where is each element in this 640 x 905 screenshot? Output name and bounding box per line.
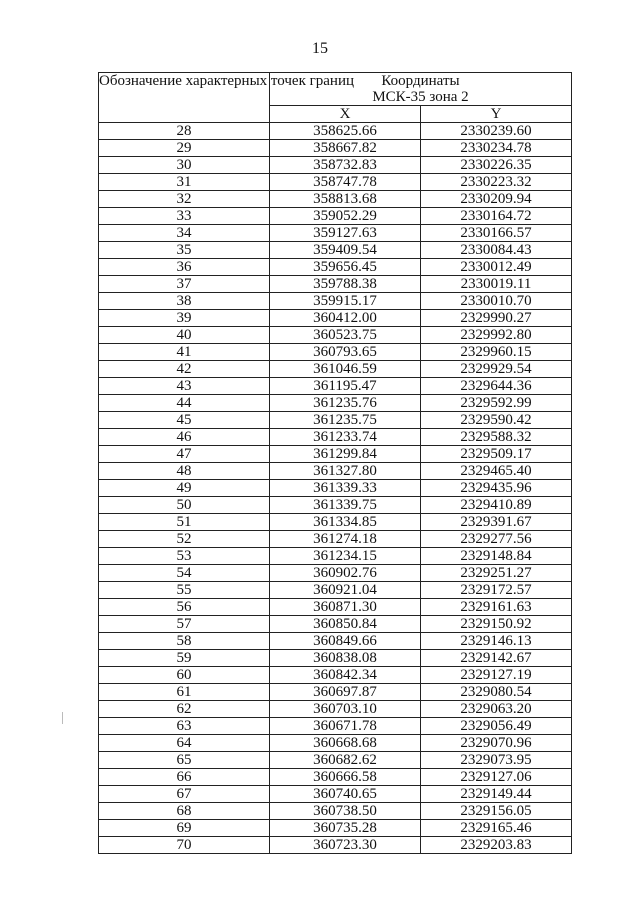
y-coordinate-cell: 2329127.19 [421, 667, 572, 684]
table-body [99, 123, 572, 854]
y-coordinate-cell: 2329410.89 [421, 497, 572, 514]
table-row [99, 123, 572, 140]
y-coordinate-cell: 2330164.72 [421, 208, 572, 225]
x-coordinate-cell: 359788.38 [270, 276, 421, 293]
header-coordinates-title: Координаты [381, 73, 460, 89]
point-number-cell: 40 [99, 327, 270, 344]
x-coordinate-cell: 360740.65 [270, 786, 421, 803]
table-row [99, 752, 572, 769]
y-coordinate-cell: 2330019.11 [421, 276, 572, 293]
table-row [99, 769, 572, 786]
y-coordinate-cell: 2330166.57 [421, 225, 572, 242]
table-row [99, 837, 572, 854]
coordinates-table [98, 72, 572, 854]
x-coordinate-cell: 359656.45 [270, 259, 421, 276]
table-row [99, 650, 572, 667]
x-coordinate-cell: 360682.62 [270, 752, 421, 769]
x-coordinate-cell: 360838.08 [270, 650, 421, 667]
point-number-cell: 34 [99, 225, 270, 242]
table-row [99, 140, 572, 157]
x-coordinate-cell: 361235.75 [270, 412, 421, 429]
table-row [99, 667, 572, 684]
table-row [99, 361, 572, 378]
x-coordinate-cell: 361327.80 [270, 463, 421, 480]
point-number-cell: 41 [99, 344, 270, 361]
y-coordinate-cell: 2329148.84 [421, 548, 572, 565]
y-coordinate-cell: 2330209.94 [421, 191, 572, 208]
y-coordinate-cell: 2329146.13 [421, 633, 572, 650]
x-coordinate-cell: 360666.58 [270, 769, 421, 786]
table-row [99, 701, 572, 718]
y-coordinate-cell: 2329080.54 [421, 684, 572, 701]
table-row [99, 293, 572, 310]
point-number-cell: 44 [99, 395, 270, 412]
x-coordinate-cell: 358813.68 [270, 191, 421, 208]
x-coordinate-cell: 360738.50 [270, 803, 421, 820]
page-number: 15 [312, 40, 328, 57]
y-coordinate-cell: 2329156.05 [421, 803, 572, 820]
x-coordinate-cell: 360902.76 [270, 565, 421, 582]
y-coordinate-cell: 2329165.46 [421, 820, 572, 837]
y-coordinate-cell: 2329063.20 [421, 701, 572, 718]
y-coordinate-cell: 2329590.42 [421, 412, 572, 429]
x-coordinate-cell: 358667.82 [270, 140, 421, 157]
x-coordinate-cell: 361274.18 [270, 531, 421, 548]
point-number-cell: 50 [99, 497, 270, 514]
point-number-cell: 63 [99, 718, 270, 735]
table-row [99, 344, 572, 361]
header-x: X [270, 106, 421, 123]
y-coordinate-cell: 2329990.27 [421, 310, 572, 327]
point-number-cell: 56 [99, 599, 270, 616]
point-number-cell: 70 [99, 837, 270, 854]
header-coordinate-system: МСК-35 зона 2 [372, 89, 469, 105]
table-row [99, 310, 572, 327]
x-coordinate-cell: 361339.75 [270, 497, 421, 514]
point-number-cell: 58 [99, 633, 270, 650]
table-row [99, 412, 572, 429]
point-number-cell: 45 [99, 412, 270, 429]
point-number-cell: 48 [99, 463, 270, 480]
point-number-cell: 68 [99, 803, 270, 820]
y-coordinate-cell: 2329644.36 [421, 378, 572, 395]
y-coordinate-cell: 2329203.83 [421, 837, 572, 854]
x-coordinate-cell: 361046.59 [270, 361, 421, 378]
point-number-cell: 54 [99, 565, 270, 582]
point-number-cell: 38 [99, 293, 270, 310]
point-number-cell: 43 [99, 378, 270, 395]
point-number-cell: 29 [99, 140, 270, 157]
x-coordinate-cell: 360703.10 [270, 701, 421, 718]
point-number-cell: 39 [99, 310, 270, 327]
y-coordinate-cell: 2329592.99 [421, 395, 572, 412]
y-coordinate-cell: 2329142.67 [421, 650, 572, 667]
table-row [99, 684, 572, 701]
x-coordinate-cell: 358732.83 [270, 157, 421, 174]
table-row [99, 497, 572, 514]
point-number-cell: 35 [99, 242, 270, 259]
point-number-cell: 32 [99, 191, 270, 208]
y-coordinate-cell: 2329150.92 [421, 616, 572, 633]
y-coordinate-cell: 2329992.80 [421, 327, 572, 344]
table-row [99, 803, 572, 820]
x-coordinate-cell: 360850.84 [270, 616, 421, 633]
table-row [99, 548, 572, 565]
table-row [99, 191, 572, 208]
table-row [99, 718, 572, 735]
y-coordinate-cell: 2329127.06 [421, 769, 572, 786]
table-row [99, 599, 572, 616]
point-number-cell: 51 [99, 514, 270, 531]
table-row [99, 820, 572, 837]
x-coordinate-cell: 361195.47 [270, 378, 421, 395]
x-coordinate-cell: 359052.29 [270, 208, 421, 225]
point-number-cell: 49 [99, 480, 270, 497]
x-coordinate-cell: 360735.28 [270, 820, 421, 837]
x-coordinate-cell: 358747.78 [270, 174, 421, 191]
table-row [99, 446, 572, 463]
point-number-cell: 30 [99, 157, 270, 174]
table-row [99, 480, 572, 497]
table-row [99, 633, 572, 650]
point-number-cell: 33 [99, 208, 270, 225]
table-row [99, 208, 572, 225]
point-number-cell: 46 [99, 429, 270, 446]
table-row [99, 565, 572, 582]
y-coordinate-cell: 2330084.43 [421, 242, 572, 259]
x-coordinate-cell: 360523.75 [270, 327, 421, 344]
y-coordinate-cell: 2329588.32 [421, 429, 572, 446]
point-number-cell: 55 [99, 582, 270, 599]
table-row [99, 225, 572, 242]
y-coordinate-cell: 2329509.17 [421, 446, 572, 463]
point-number-cell: 64 [99, 735, 270, 752]
point-number-cell: 53 [99, 548, 270, 565]
y-coordinate-cell: 2329391.67 [421, 514, 572, 531]
x-coordinate-cell: 361233.74 [270, 429, 421, 446]
table-row [99, 735, 572, 752]
scan-mark [62, 712, 63, 724]
point-number-cell: 28 [99, 123, 270, 140]
y-coordinate-cell: 2329161.63 [421, 599, 572, 616]
y-coordinate-cell: 2330012.49 [421, 259, 572, 276]
table-row [99, 157, 572, 174]
table-row [99, 395, 572, 412]
x-coordinate-cell: 360697.87 [270, 684, 421, 701]
x-coordinate-cell: 361235.76 [270, 395, 421, 412]
y-coordinate-cell: 2330223.32 [421, 174, 572, 191]
point-number-cell: 31 [99, 174, 270, 191]
header-points: Обозначение характерных точек границ [99, 73, 270, 123]
x-coordinate-cell: 360849.66 [270, 633, 421, 650]
table-row [99, 276, 572, 293]
x-coordinate-cell: 360793.65 [270, 344, 421, 361]
point-number-cell: 52 [99, 531, 270, 548]
y-coordinate-cell: 2329929.54 [421, 361, 572, 378]
table-row [99, 463, 572, 480]
x-coordinate-cell: 360842.34 [270, 667, 421, 684]
y-coordinate-cell: 2330010.70 [421, 293, 572, 310]
x-coordinate-cell: 359915.17 [270, 293, 421, 310]
y-coordinate-cell: 2329172.57 [421, 582, 572, 599]
point-number-cell: 60 [99, 667, 270, 684]
point-number-cell: 69 [99, 820, 270, 837]
y-coordinate-cell: 2329960.15 [421, 344, 572, 361]
y-coordinate-cell: 2329251.27 [421, 565, 572, 582]
x-coordinate-cell: 361339.33 [270, 480, 421, 497]
point-number-cell: 36 [99, 259, 270, 276]
table-row [99, 616, 572, 633]
table-row [99, 514, 572, 531]
x-coordinate-cell: 360412.00 [270, 310, 421, 327]
x-coordinate-cell: 360668.68 [270, 735, 421, 752]
x-coordinate-cell: 360671.78 [270, 718, 421, 735]
point-number-cell: 42 [99, 361, 270, 378]
point-number-cell: 67 [99, 786, 270, 803]
x-coordinate-cell: 359127.63 [270, 225, 421, 242]
point-number-cell: 66 [99, 769, 270, 786]
table-row [99, 531, 572, 548]
point-number-cell: 59 [99, 650, 270, 667]
x-coordinate-cell: 359409.54 [270, 242, 421, 259]
table-row [99, 378, 572, 395]
y-coordinate-cell: 2329056.49 [421, 718, 572, 735]
table-row [99, 429, 572, 446]
point-number-cell: 47 [99, 446, 270, 463]
table-row [99, 327, 572, 344]
y-coordinate-cell: 2329073.95 [421, 752, 572, 769]
header-y: Y [421, 106, 572, 123]
point-number-cell: 65 [99, 752, 270, 769]
y-coordinate-cell: 2329149.44 [421, 786, 572, 803]
table-row [99, 786, 572, 803]
y-coordinate-cell: 2329435.96 [421, 480, 572, 497]
y-coordinate-cell: 2330226.35 [421, 157, 572, 174]
x-coordinate-cell: 360723.30 [270, 837, 421, 854]
table-row [99, 582, 572, 599]
x-coordinate-cell: 361299.84 [270, 446, 421, 463]
table-row [99, 259, 572, 276]
x-coordinate-cell: 361334.85 [270, 514, 421, 531]
y-coordinate-cell: 2329465.40 [421, 463, 572, 480]
point-number-cell: 57 [99, 616, 270, 633]
table-row [99, 174, 572, 191]
x-coordinate-cell: 360921.04 [270, 582, 421, 599]
x-coordinate-cell: 360871.30 [270, 599, 421, 616]
y-coordinate-cell: 2329070.96 [421, 735, 572, 752]
y-coordinate-cell: 2330239.60 [421, 123, 572, 140]
point-number-cell: 37 [99, 276, 270, 293]
point-number-cell: 62 [99, 701, 270, 718]
point-number-cell: 61 [99, 684, 270, 701]
y-coordinate-cell: 2330234.78 [421, 140, 572, 157]
y-coordinate-cell: 2329277.56 [421, 531, 572, 548]
x-coordinate-cell: 361234.15 [270, 548, 421, 565]
x-coordinate-cell: 358625.66 [270, 123, 421, 140]
table-row [99, 242, 572, 259]
